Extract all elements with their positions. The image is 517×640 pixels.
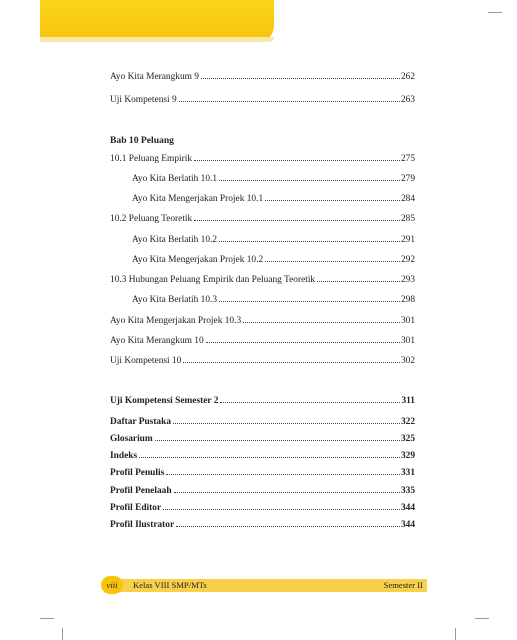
crop-mark <box>455 628 456 640</box>
toc-entry[interactable]: Ayo Kita Merangkum 9 262 <box>110 72 415 82</box>
crop-mark <box>475 618 489 619</box>
toc-entry[interactable]: Ayo Kita Merangkum 10 301 <box>110 336 415 346</box>
toc-entry[interactable]: 10.2 Peluang Teoretik 285 <box>110 214 415 224</box>
semester-label: Semester II <box>383 580 423 590</box>
crop-mark <box>62 628 63 640</box>
header-band <box>40 0 274 42</box>
toc-entry[interactable]: Ayo Kita Berlatih 10.3 298 <box>132 295 415 305</box>
toc-entry[interactable]: 10.3 Hubungan Peluang Empirik dan Peluang Teoretik 293 <box>110 275 415 285</box>
crop-mark <box>488 12 502 13</box>
chapter-heading: Bab 10 Peluang <box>110 135 174 146</box>
toc-entry[interactable]: Ayo Kita Berlatih 10.2 291 <box>132 235 415 245</box>
toc-entry[interactable]: Indeks 329 <box>110 451 415 461</box>
page-number: viii <box>101 576 123 594</box>
toc-entry[interactable]: 10.1 Peluang Empirik 275 <box>110 154 415 164</box>
toc-entry[interactable]: Profil Penelaah 335 <box>110 486 415 496</box>
toc-entry[interactable]: Ayo Kita Mengerjakan Projek 10.1 284 <box>132 194 415 204</box>
book-title: Kelas VIII SMP/MTs <box>133 580 207 590</box>
toc-entry[interactable]: Profil Penulis 331 <box>110 468 415 478</box>
footer-bar <box>117 579 427 592</box>
toc-entry[interactable]: Uji Kompetensi 10 302 <box>110 356 415 366</box>
toc-entry[interactable]: Ayo Kita Berlatih 10.1 279 <box>132 174 415 184</box>
crop-mark <box>40 618 54 619</box>
toc-entry[interactable]: Profil Ilustrator 344 <box>110 520 415 530</box>
toc-entry[interactable]: Uji Kompetensi Semester 2 311 <box>110 396 415 406</box>
toc-entry[interactable]: Glosarium 325 <box>110 434 415 444</box>
toc-entry[interactable]: Profil Editor 344 <box>110 503 415 513</box>
toc-entry[interactable]: Ayo Kita Mengerjakan Projek 10.3 301 <box>110 316 415 326</box>
toc-entry[interactable]: Ayo Kita Mengerjakan Projek 10.2 292 <box>132 255 415 265</box>
toc-entry[interactable]: Daftar Pustaka 322 <box>110 417 415 427</box>
toc-entry[interactable]: Uji Kompetensi 9 263 <box>110 95 415 105</box>
